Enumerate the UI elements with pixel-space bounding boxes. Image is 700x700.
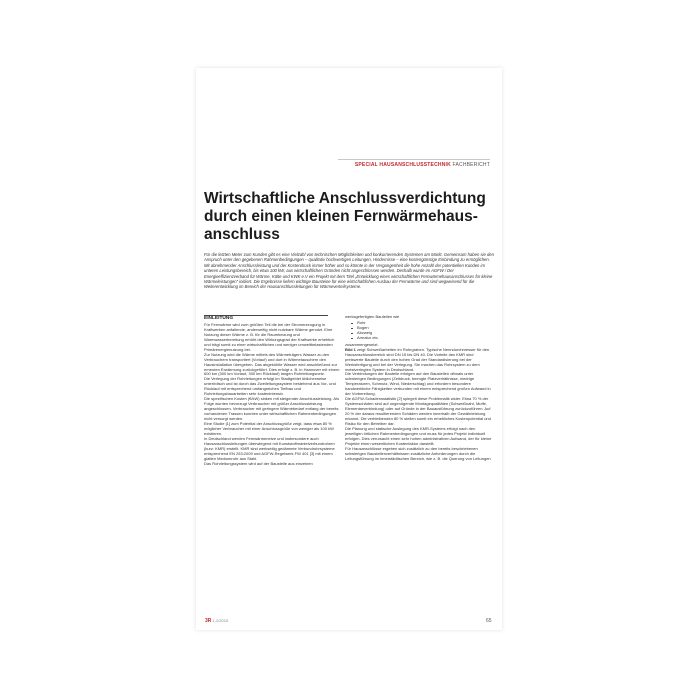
paragraph: Für Hausanschlüsse ergeben sich zusätzlich zu den bereits beschriebenen schwierigen Baustellenverhältnissen zusätzliche Anforderungen durch die Leitungsführung im innerstädtischen Bereich, wie z. B. die Querung von Leitungen — [345, 445, 491, 461]
paragraph: werksgefertigten Bauteilen wie — [345, 314, 400, 319]
page-number: 65 — [486, 618, 492, 624]
logo-text: 3R — [205, 618, 212, 624]
issue-label: 1-2/2015 — [212, 618, 229, 623]
paragraph — [345, 348, 493, 373]
paragraph: Das Rohrleitungssystem wird auf der Baustelle aus einzelnen — [204, 460, 313, 466]
paragraph-text: zeigt Schweißarbeiten im Rohrgraben. Typische Nenndurchmesser für den Hausanschlussbereich sind DN 15 bis DN 40. Die Vorteile des KMR sind preiswerte Bauteile durch den hohen Grad der Standardisierung bei der Werksfertigung und bei der Verlegung. Sie machen das Rohrsystem zu dem meistverlegten System in Deutschland. — [345, 346, 490, 372]
paragraph: Die Planung und statische Auslegung des KMR-Systems erfolgt nach den jeweiligen örtlichen Rahmenbedingungen und muss für jedes Projekt individuell erfolgen. Dies verursacht einen sehr hohen administrativen Aufwand, der für kleine Projekte einen wesentlichen Kostenfaktor darstellt. — [345, 425, 492, 446]
paragraph: Eine Studie [1] zum Potential der Anschlussgröße zeigt, dass etwa 80 % möglicher Verbraucher mit einer Anschlussgröße von weniger als 100 kW existieren. — [204, 421, 334, 436]
magazine-logo — [205, 618, 228, 624]
list-item: Bogen — [351, 326, 493, 331]
paragraph: Zur Nutzung wird die Wärme mittels des Wärmeträgers Wasser zu den Verbrauchern transportiert (Vorlauf) und dort in Wärmetauschern den Hausinstallation übergeben. Das abgekühlte Wasser wird anschließend zur erneuten Erwärmung zurückgeführt. Dies erfolgt z. B. in Hannover mit einem 600 km (300 km Vorlauf, 300 km Rücklauf) langen Rohrleitungsnetz. — [204, 351, 340, 377]
list-item: Armatur etc. — [351, 336, 493, 341]
figure-reference: Bild 1 — [345, 346, 356, 352]
component-list — [345, 321, 493, 341]
article-lead: Für die letzten Meter zum Kunden gibt es eine Vielzahl von technischen Möglichkeiten und konkurrierenden Systemen am Markt. Gemeinsam haben sie den Anspruch unter den gegebenen Rahmenbedingungen – qualitativ hochwertigen Leitungen, Hindernisse – eine kostengünstige Einbindung zu ermöglichen. Mit abnehmender Anschlussleistung und der Kostendruck immer höher und so könnte in der Vergangenheit die hohe Anzahl der potentiellen Kunden im unteren Leistungsbereich, bis etwa 100 kW, aus wirtschaftlichen Gründen nicht angeschlossen werden. Deshalb wurde im AGFW / Der Energieeffizienzverband für Wärme, Kälte und KWK e.V ein Projekt mit dem Titel „Entwicklung eines wirtschaftlichen Fernwärmehausanschlusses für kleine Wärmeleistungen“ initiiert. Die Ergebnisse liefern wichtige Bausteine für eine wirtschaftlichen Ausbau der Fernwärme und sind wegweisend für die Weiterentwicklung im Bereich der Hausanschlussleitungen für Wärmeverteilsysteme. — [204, 252, 494, 290]
list-item: Abzweig — [351, 331, 493, 336]
paragraph: zusammengesetzt. — [345, 341, 379, 347]
header-rule — [338, 159, 490, 160]
section-heading: EINLEITUNG — [204, 315, 328, 322]
paragraph: Die Verbindungen der Bauteile erfolgen auf den Baustellen oftmals unter schwierigen Bedingungen (Zeitdruck, beengte Platzverhältnisse, niedrige Temperaturen, Schmutz, Wind, Niederschlag) und erfordern besondere handwerkliche Fähigkeiten verbunden mit einem entsprechend großen Aufwand in der Vorbereitung. — [345, 371, 491, 397]
paragraph: Für Fernwärme wird zum größten Teil die bei der Stromerzeugung in Kraftwerken anfallende, anderweitig nicht nutzbare Wärme genutzt. Eine Nutzung dieser Wärme z. B. für die Raumheizung und Warmwasserbereitung erhöht den Wirkungsgrad der Kraftwerke erheblich und trägt somit zu einer wirtschaftlichen und weniger umweltbelastenden Primärenergienutzung bei. — [204, 321, 335, 352]
section-special-label: SPECIAL HAUSANSCHLUSSTECHNIK — [354, 162, 451, 168]
section-label — [334, 162, 490, 168]
section-category-label: FACHBERICHT — [452, 162, 490, 168]
paragraph: Die AGFW-Schadensstatistik [2] spiegelt diese Problematik wider. Etwa 70 % der Systemschäden sind auf ungenügende Montagequalitäten (Schweißnaht, Muffe, Elementarverbindung) oder auf Gründe in der Bauausführung zurückzuführen. Auf 20 % der daraus resultierenden Schäden werden innerhalb der Gewährleistung erkannt. Die verbleibenden 80 % stellen somit ein erhebliches Kostenpotential und Risiko für den Betreiber dar. — [345, 396, 491, 427]
right-column — [345, 315, 493, 462]
paragraph: Die spezifischen Kosten (€/kW) sinken mit steigender Anschlussleistung. Als Folge wurden bevorzugt Verbraucher mit größer Anschlussleistung angeschlossen. Verbraucher mit geringem Wärmebedarf entlang der bereits vorhandenen Trassen konnten unter wirtschaftlichen Rahmenbedingungen nicht versorgt werden. — [204, 396, 339, 422]
paragraph: Die Verlegung der Rohrleitungen erfolgt im Stadtgebiet üblicherweise unterirdisch und ist durch das Zweileitungssystem bestehend aus Vor- und Rücklauf mit entsprechend umfangreichen Tiefbau und Rohrleitungsbauarbeiten sehr kostenintensiv. — [204, 376, 336, 397]
article-title: Wirtschaftliche Anschlussverdichtung durch einen kleinen Fernwärmehausanschluss — [204, 190, 486, 243]
list-item: Rohr — [351, 321, 493, 326]
left-column — [204, 315, 340, 467]
paragraph: In Deutschland werden Fernwärmenetze und insbesondere auch Hausanschlussleitungen überwiegend mit Kunststoffmantelverbundrohren (kurz: KMR) erstellt. KMR sind werkseitig gedämmte Verbundrohrsysteme entsprechend EN 253:2009 und AGFW-Regelwerk FW 401 [3] mit einem glatten Mediumrohr aus Stahl. — [204, 435, 335, 461]
